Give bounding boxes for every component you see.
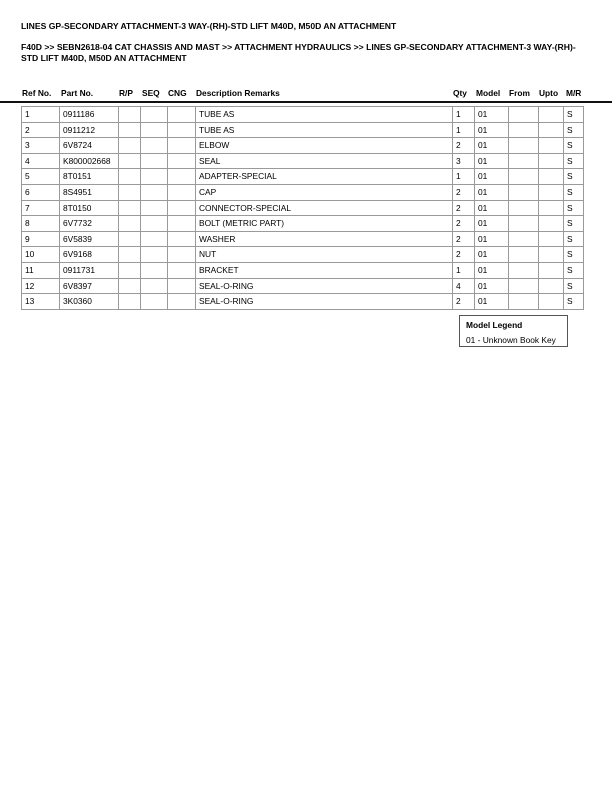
cell-from xyxy=(509,200,539,216)
cell-part-no: 8S4951 xyxy=(60,184,119,200)
cell-from xyxy=(509,138,539,154)
breadcrumb: F40D >> SEBN2618-04 CAT CHASSIS AND MAST >> ATTACHMENT HYDRAULICS >> LINES GP-SECONDARY ATTACHMENT-3 WAY-(RH)-STD LIFT M40D, M50D AN ATTACHMENT xyxy=(21,42,576,63)
cell-ref-no: 10 xyxy=(22,247,60,263)
cell-part-no: 3K0360 xyxy=(60,294,119,310)
table-row xyxy=(22,278,584,294)
cell-upto xyxy=(539,278,564,294)
cell-description: TUBE AS xyxy=(196,122,453,138)
cell-mr: S xyxy=(564,216,584,232)
cell-model: 01 xyxy=(475,231,509,247)
cell-seq xyxy=(141,184,168,200)
cell-rp xyxy=(119,231,141,247)
cell-mr: S xyxy=(564,278,584,294)
cell-from xyxy=(509,184,539,200)
table-row xyxy=(22,107,584,123)
cell-qty: 1 xyxy=(453,262,475,278)
cell-upto xyxy=(539,153,564,169)
cell-description: ELBOW xyxy=(196,138,453,154)
cell-description: ADAPTER-SPECIAL xyxy=(196,169,453,185)
cell-model: 01 xyxy=(475,122,509,138)
cell-part-no: 8T0151 xyxy=(60,169,119,185)
cell-rp xyxy=(119,122,141,138)
cell-part-no: 0911212 xyxy=(60,122,119,138)
header-rp: R/P xyxy=(119,88,133,98)
cell-cng xyxy=(168,262,196,278)
cell-upto xyxy=(539,169,564,185)
cell-rp xyxy=(119,138,141,154)
cell-mr: S xyxy=(564,153,584,169)
cell-model: 01 xyxy=(475,278,509,294)
cell-seq xyxy=(141,216,168,232)
cell-qty: 4 xyxy=(453,278,475,294)
cell-part-no: 6V7732 xyxy=(60,216,119,232)
cell-description: WASHER xyxy=(196,231,453,247)
cell-model: 01 xyxy=(475,200,509,216)
cell-model: 01 xyxy=(475,107,509,123)
cell-rp xyxy=(119,184,141,200)
header-cng: CNG xyxy=(168,88,187,98)
cell-mr: S xyxy=(564,231,584,247)
cell-seq xyxy=(141,262,168,278)
table-row xyxy=(22,184,584,200)
cell-upto xyxy=(539,138,564,154)
cell-qty: 3 xyxy=(453,153,475,169)
cell-qty: 2 xyxy=(453,200,475,216)
cell-ref-no: 11 xyxy=(22,262,60,278)
cell-mr: S xyxy=(564,138,584,154)
table-row xyxy=(22,122,584,138)
table-row xyxy=(22,200,584,216)
cell-model: 01 xyxy=(475,216,509,232)
cell-ref-no: 12 xyxy=(22,278,60,294)
cell-part-no: K800002668 xyxy=(60,153,119,169)
cell-cng xyxy=(168,184,196,200)
cell-description: SEAL-O-RING xyxy=(196,278,453,294)
cell-from xyxy=(509,153,539,169)
cell-model: 01 xyxy=(475,262,509,278)
cell-description: SEAL xyxy=(196,153,453,169)
cell-model: 01 xyxy=(475,169,509,185)
cell-mr: S xyxy=(564,107,584,123)
cell-mr: S xyxy=(564,200,584,216)
cell-upto xyxy=(539,216,564,232)
header-divider xyxy=(0,101,612,103)
cell-rp xyxy=(119,294,141,310)
model-legend-title: Model Legend xyxy=(466,320,523,330)
cell-description: TUBE AS xyxy=(196,107,453,123)
header-part-no: Part No. xyxy=(61,88,94,98)
cell-ref-no: 13 xyxy=(22,294,60,310)
cell-seq xyxy=(141,169,168,185)
cell-from xyxy=(509,262,539,278)
cell-rp xyxy=(119,216,141,232)
cell-description: BRACKET xyxy=(196,262,453,278)
cell-model: 01 xyxy=(475,153,509,169)
cell-ref-no: 5 xyxy=(22,169,60,185)
cell-description: SEAL-O-RING xyxy=(196,294,453,310)
header-model: Model xyxy=(476,88,501,98)
cell-rp xyxy=(119,107,141,123)
cell-description: NUT xyxy=(196,247,453,263)
cell-upto xyxy=(539,247,564,263)
cell-from xyxy=(509,294,539,310)
cell-ref-no: 8 xyxy=(22,216,60,232)
cell-cng xyxy=(168,278,196,294)
cell-from xyxy=(509,122,539,138)
cell-seq xyxy=(141,153,168,169)
cell-upto xyxy=(539,294,564,310)
table-row xyxy=(22,169,584,185)
cell-model: 01 xyxy=(475,138,509,154)
cell-upto xyxy=(539,231,564,247)
cell-ref-no: 4 xyxy=(22,153,60,169)
cell-from xyxy=(509,216,539,232)
cell-seq xyxy=(141,231,168,247)
cell-ref-no: 7 xyxy=(22,200,60,216)
header-upto: Upto xyxy=(539,88,559,98)
table-row xyxy=(22,153,584,169)
cell-seq xyxy=(141,278,168,294)
cell-qty: 2 xyxy=(453,247,475,263)
cell-description: BOLT (METRIC PART) xyxy=(196,216,453,232)
cell-qty: 1 xyxy=(453,122,475,138)
cell-ref-no: 6 xyxy=(22,184,60,200)
cell-description: CAP xyxy=(196,184,453,200)
cell-upto xyxy=(539,200,564,216)
cell-rp xyxy=(119,153,141,169)
model-legend xyxy=(459,315,568,347)
cell-ref-no: 1 xyxy=(22,107,60,123)
cell-part-no: 6V8724 xyxy=(60,138,119,154)
header-from: From xyxy=(509,88,530,98)
cell-seq xyxy=(141,122,168,138)
cell-rp xyxy=(119,169,141,185)
cell-from xyxy=(509,107,539,123)
cell-ref-no: 2 xyxy=(22,122,60,138)
cell-from xyxy=(509,169,539,185)
table-row xyxy=(22,262,584,278)
cell-upto xyxy=(539,122,564,138)
cell-mr: S xyxy=(564,122,584,138)
header-qty: Qty xyxy=(453,88,467,98)
cell-cng xyxy=(168,107,196,123)
cell-part-no: 6V5839 xyxy=(60,231,119,247)
table-row xyxy=(22,247,584,263)
cell-rp xyxy=(119,247,141,263)
cell-cng xyxy=(168,122,196,138)
header-ref-no: Ref No. xyxy=(22,88,52,98)
table-row xyxy=(22,216,584,232)
header-description: Description Remarks xyxy=(196,88,280,98)
cell-upto xyxy=(539,262,564,278)
cell-from xyxy=(509,231,539,247)
cell-cng xyxy=(168,153,196,169)
cell-upto xyxy=(539,184,564,200)
cell-seq xyxy=(141,294,168,310)
cell-qty: 2 xyxy=(453,231,475,247)
cell-cng xyxy=(168,138,196,154)
cell-part-no: 6V8397 xyxy=(60,278,119,294)
cell-from xyxy=(509,278,539,294)
cell-mr: S xyxy=(564,262,584,278)
cell-qty: 2 xyxy=(453,138,475,154)
cell-part-no: 0911186 xyxy=(60,107,119,123)
cell-rp xyxy=(119,278,141,294)
cell-qty: 1 xyxy=(453,107,475,123)
cell-model: 01 xyxy=(475,184,509,200)
cell-qty: 2 xyxy=(453,216,475,232)
cell-seq xyxy=(141,107,168,123)
cell-upto xyxy=(539,107,564,123)
cell-mr: S xyxy=(564,247,584,263)
cell-description: CONNECTOR-SPECIAL xyxy=(196,200,453,216)
table-row xyxy=(22,138,584,154)
cell-cng xyxy=(168,200,196,216)
cell-cng xyxy=(168,216,196,232)
table-row xyxy=(22,231,584,247)
cell-mr: S xyxy=(564,169,584,185)
page-title: LINES GP-SECONDARY ATTACHMENT-3 WAY-(RH)-STD LIFT M40D, M50D AN ATTACHMENT xyxy=(21,21,397,31)
table-row xyxy=(22,294,584,310)
cell-ref-no: 3 xyxy=(22,138,60,154)
header-seq: SEQ xyxy=(142,88,160,98)
cell-cng xyxy=(168,231,196,247)
parts-table xyxy=(21,106,584,310)
cell-model: 01 xyxy=(475,294,509,310)
cell-rp xyxy=(119,262,141,278)
cell-cng xyxy=(168,169,196,185)
cell-from xyxy=(509,247,539,263)
model-legend-item: 01 - Unknown Book Key xyxy=(466,335,556,345)
cell-mr: S xyxy=(564,294,584,310)
cell-cng xyxy=(168,247,196,263)
cell-qty: 2 xyxy=(453,294,475,310)
cell-ref-no: 9 xyxy=(22,231,60,247)
cell-seq xyxy=(141,247,168,263)
cell-part-no: 8T0150 xyxy=(60,200,119,216)
cell-qty: 1 xyxy=(453,169,475,185)
header-mr: M/R xyxy=(566,88,582,98)
cell-model: 01 xyxy=(475,247,509,263)
cell-rp xyxy=(119,200,141,216)
cell-part-no: 6V9168 xyxy=(60,247,119,263)
cell-mr: S xyxy=(564,184,584,200)
cell-seq xyxy=(141,200,168,216)
cell-qty: 2 xyxy=(453,184,475,200)
cell-cng xyxy=(168,294,196,310)
cell-part-no: 0911731 xyxy=(60,262,119,278)
cell-seq xyxy=(141,138,168,154)
